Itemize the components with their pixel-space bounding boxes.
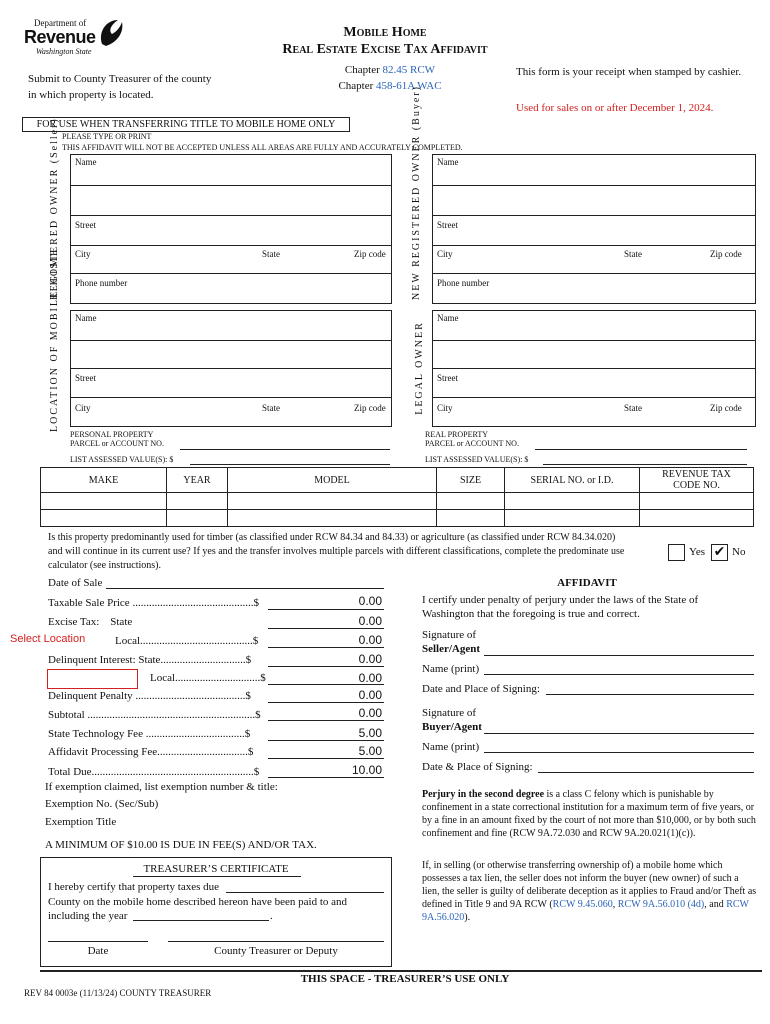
buyer-name-print-input[interactable] bbox=[484, 752, 754, 753]
chapter-rcw bbox=[320, 64, 460, 76]
buyer-name-print-label: Name (print) bbox=[422, 741, 480, 753]
buyer-section-label bbox=[411, 85, 423, 300]
exemption-claimed-label: If exemption claimed, list exemption number & title: bbox=[45, 781, 278, 793]
sig-buyer-input[interactable] bbox=[484, 733, 754, 734]
delinquent-state-label: Delinquent Interest: State...............................$ bbox=[48, 654, 252, 666]
seller-phone-label: Phone number bbox=[75, 278, 128, 288]
delinquent-local-label: Local...............................$ bbox=[150, 672, 266, 684]
legal-section-label bbox=[414, 318, 426, 418]
seller-date-place-label: Date and Place of Signing: bbox=[422, 683, 540, 695]
rcw-9a-56-010-link[interactable]: RCW 9A.56.010 (4d) bbox=[617, 899, 705, 910]
taxable-sale-label: Taxable Sale Price ............................................$ bbox=[48, 597, 259, 609]
delinquent-state-value[interactable]: 0.00 bbox=[358, 652, 382, 666]
excise-local-label: Local.........................................$ bbox=[115, 635, 259, 647]
chapter1-prefix: Chapter bbox=[344, 64, 383, 76]
affidavit-certify: I certify under penalty of perjury under the laws of the State of Washington that the foregoing is true and correct. bbox=[422, 594, 699, 620]
seller-date-place-input[interactable] bbox=[546, 694, 754, 695]
select-location-label: Select Location bbox=[10, 633, 86, 645]
location-section-label bbox=[49, 247, 61, 432]
logo-line3: Washington State bbox=[36, 47, 92, 56]
treasurer-signature-input[interactable] bbox=[168, 941, 384, 942]
treasurer-line2: County on the mobile home described hereon have been paid to and bbox=[48, 896, 348, 908]
buyer-city-label: City bbox=[437, 249, 453, 259]
processing-fee-label: Affidavit Processing Fee.................................$ bbox=[48, 746, 254, 758]
form-title-1: Mobile Home bbox=[343, 25, 427, 40]
excise-state-label: Excise Tax: State bbox=[48, 616, 133, 628]
chapter-wac bbox=[320, 80, 460, 92]
col-year: YEAR bbox=[167, 468, 228, 493]
col-model: MODEL bbox=[228, 468, 437, 493]
legal-name-label: Name bbox=[437, 313, 459, 323]
legal-city-label: City bbox=[437, 403, 453, 413]
logo-line1: Department of bbox=[34, 18, 87, 28]
buyer-date-place-label: Date & Place of Signing: bbox=[422, 761, 533, 773]
rcw-link[interactable]: 82.45 RCW bbox=[382, 64, 436, 76]
real-parcel-input[interactable] bbox=[535, 449, 747, 450]
table-header-row bbox=[41, 468, 754, 493]
treasurer-deputy-label: County Treasurer or Deputy bbox=[214, 945, 338, 957]
location-state-label: State bbox=[262, 403, 280, 413]
real-assessed-input[interactable] bbox=[543, 464, 747, 465]
buyer-phone-label: Phone number bbox=[437, 278, 490, 288]
instructions-line1: PLEASE TYPE OR PRINT bbox=[62, 132, 152, 141]
buyer-state-label: State bbox=[624, 249, 642, 259]
chapter2-prefix: Chapter bbox=[338, 80, 377, 92]
sig-seller-label-2: Seller/Agent bbox=[422, 643, 481, 655]
subtotal-value[interactable]: 0.00 bbox=[358, 706, 382, 720]
minimum-note: A MINIMUM OF $10.00 IS DUE IN FEE(S) AND/OR TAX. bbox=[45, 839, 317, 851]
sales-note: Used for sales on or after December 1, 2024. bbox=[516, 102, 714, 114]
check-icon: ✔ bbox=[713, 544, 726, 560]
treasurer-line3: including the year bbox=[48, 910, 128, 922]
treasurer-county-input[interactable] bbox=[226, 892, 384, 893]
sig-buyer-label-1: Signature of bbox=[422, 707, 477, 719]
treasurer-year-input[interactable] bbox=[133, 920, 269, 921]
sig-seller-input[interactable] bbox=[484, 655, 754, 656]
logo-line2: Revenue bbox=[24, 27, 96, 47]
perjury-bold: Perjury in the second degree bbox=[422, 789, 545, 800]
treasurer-date-label: Date bbox=[87, 945, 109, 957]
state-tech-fee-value[interactable]: 5.00 bbox=[358, 726, 382, 740]
personal-parcel-label-1: PERSONAL PROPERTY bbox=[70, 430, 154, 439]
exemption-no-label: Exemption No. (Sec/Sub) bbox=[45, 798, 159, 810]
personal-assessed-input[interactable] bbox=[190, 464, 390, 465]
buyer-date-place-input[interactable] bbox=[538, 772, 754, 773]
submit-text: Submit to County Treasurer of the county in which property is located. bbox=[28, 73, 212, 101]
rcw-9-45-060-link[interactable]: RCW 9.45.060 bbox=[552, 899, 613, 910]
transfer-title-box: FOR USE WHEN TRANSFERRING TITLE TO MOBILE HOME ONLY bbox=[22, 117, 350, 132]
buyer-zip-label: Zip code bbox=[710, 249, 742, 259]
real-assessed-label: LIST ASSESSED VALUE(S): $ bbox=[425, 455, 529, 464]
treasurer-line1: I hereby certify that property taxes due bbox=[48, 881, 220, 893]
delinquent-penalty-label: Delinquent Penalty ........................................$ bbox=[48, 690, 251, 702]
location-city-label: City bbox=[75, 403, 91, 413]
taxable-sale-value[interactable]: 0.00 bbox=[358, 594, 382, 608]
date-of-sale-label: Date of Sale bbox=[48, 577, 103, 589]
buyer-section-text: NEW REGISTERED OWNER (Buyer) bbox=[411, 85, 422, 300]
seller-street-label: Street bbox=[75, 220, 96, 230]
col-serial: SERIAL NO. or I.D. bbox=[505, 468, 640, 493]
seller-name-print-label: Name (print) bbox=[422, 663, 480, 675]
location-zip-label: Zip code bbox=[354, 403, 386, 413]
treasurer-title: TREASURER’S CERTIFICATE bbox=[143, 863, 289, 875]
col-make: MAKE bbox=[41, 468, 167, 493]
processing-fee-value[interactable]: 5.00 bbox=[358, 744, 382, 758]
form-title-2: Real Estate Excise Tax Affidavit bbox=[282, 42, 488, 57]
table-row[interactable] bbox=[41, 493, 754, 510]
excise-state-value[interactable]: 0.00 bbox=[358, 614, 382, 628]
perjury-text: is a class C felony which is punishable by confinement in a state correctional institution for a maximum term of five years, or by a fine in an amount fixed by the court of not more than $10,000, or by both such confinement and fine (RCW 9A.72.030 and RCW 9A.20.021(1)(c)). bbox=[422, 789, 756, 839]
total-due-value[interactable]: 10.00 bbox=[351, 763, 382, 777]
legal-state-label: State bbox=[624, 403, 642, 413]
treasurer-date-input[interactable] bbox=[48, 941, 148, 942]
delinquent-local-value[interactable]: 0.00 bbox=[358, 671, 382, 685]
personal-parcel-label-2: PARCEL or ACCOUNT NO. bbox=[70, 439, 164, 448]
yes-label: Yes bbox=[689, 546, 706, 558]
seller-name-print-input[interactable] bbox=[484, 674, 754, 675]
legal-zip-label: Zip code bbox=[710, 403, 742, 413]
lien-text: If, in selling (or otherwise transferring ownership of) a mobile home which possesses a tax lien, the seller does not inform the buyer (new owner) of such a lien, the seller is guilty of deliberate deception as it applies to Fraud and/or Theft as defined in Title 9 and 9A RCW bbox=[422, 860, 757, 910]
wac-link[interactable]: 458-61A WAC bbox=[376, 80, 442, 92]
location-street-label: Street bbox=[75, 373, 96, 383]
seller-name-input[interactable] bbox=[71, 170, 389, 214]
sig-seller-label-1: Signature of bbox=[422, 629, 477, 641]
yes-checkbox[interactable] bbox=[668, 544, 685, 561]
receipt-text: This form is your receipt when stamped by cashier. bbox=[516, 66, 742, 78]
seller-state-label: State bbox=[262, 249, 280, 259]
location-section-text: LOCATION OF MOBILE HOME bbox=[49, 247, 60, 432]
legal-section-text: LEGAL OWNER bbox=[414, 321, 425, 415]
personal-assessed-label: LIST ASSESSED VALUE(S): $ bbox=[70, 455, 174, 464]
timber-question: Is this property predominantly used for timber (as classified under RCW 84.34 and 84.33) or agriculture (as classified under RCW 84.34.020) and will continue in its current use? If yes and the transfer involves multiple parcels with different classifications, complete the predominate use calculator (see instructions). bbox=[48, 532, 625, 571]
location-select-dropdown[interactable] bbox=[47, 669, 138, 689]
col-tax-code: REVENUE TAX CODE NO. bbox=[640, 468, 754, 493]
real-parcel-label-1: REAL PROPERTY bbox=[425, 430, 489, 439]
location-name-label: Name bbox=[75, 313, 97, 323]
mobile-home-table bbox=[40, 467, 754, 527]
legal-street-label: Street bbox=[437, 373, 458, 383]
personal-parcel-input[interactable] bbox=[180, 449, 390, 450]
table-row[interactable] bbox=[41, 510, 754, 527]
form-id: REV 84 0003e (11/13/24) COUNTY TREASURER bbox=[24, 988, 212, 998]
affidavit-title: AFFIDAVIT bbox=[557, 577, 617, 589]
seller-name-label: Name bbox=[75, 157, 97, 167]
seller-zip-label: Zip code bbox=[354, 249, 386, 259]
buyer-street-label: Street bbox=[437, 220, 458, 230]
sig-buyer-label-2: Buyer/Agent bbox=[422, 721, 482, 733]
rcw-9a-56-020-link[interactable]: RCW 9A.56.020 bbox=[422, 899, 749, 923]
no-checkbox[interactable] bbox=[711, 544, 728, 561]
instructions-line2: THIS AFFIDAVIT WILL NOT BE ACCEPTED UNLESS ALL AREAS ARE FULLY AND ACCURATELY COMPLETED. bbox=[62, 143, 463, 152]
exemption-title-label: Exemption Title bbox=[45, 816, 117, 828]
lien-notice: If, in selling (or otherwise transferring ownership of) a mobile home which possesses a tax lien, the seller does not inform the buyer (new owner) of such a lien, the seller is guilty of deliberate deception as it applies to Fraud and/or Theft as defined in Title 9 and 9A RCW (RCW 9.45.060, RCW 9A.56.010 (4d), and RCW 9A.56.020). bbox=[422, 860, 757, 923]
total-due-label: Total Due...........................................................$ bbox=[48, 766, 260, 778]
treasurer-use-only: THIS SPACE - TREASURER’S USE ONLY bbox=[300, 973, 510, 985]
state-tech-fee-label: State Technology Fee ....................................$ bbox=[48, 728, 251, 740]
perjury-notice bbox=[422, 788, 758, 840]
date-of-sale-input[interactable] bbox=[106, 588, 384, 589]
delinquent-penalty-value[interactable]: 0.00 bbox=[358, 688, 382, 702]
excise-local-value[interactable]: 0.00 bbox=[358, 633, 382, 647]
no-label: No bbox=[732, 546, 746, 558]
buyer-name-label: Name bbox=[437, 157, 459, 167]
treasurer-period: . bbox=[270, 910, 273, 922]
subtotal-label: Subtotal .............................................................$ bbox=[48, 709, 261, 721]
real-parcel-label-2: PARCEL or ACCOUNT NO. bbox=[425, 439, 519, 448]
seller-section-text: REGISTERED OWNER (Seller) bbox=[49, 117, 60, 300]
seller-city-label: City bbox=[75, 249, 91, 259]
col-size: SIZE bbox=[437, 468, 505, 493]
